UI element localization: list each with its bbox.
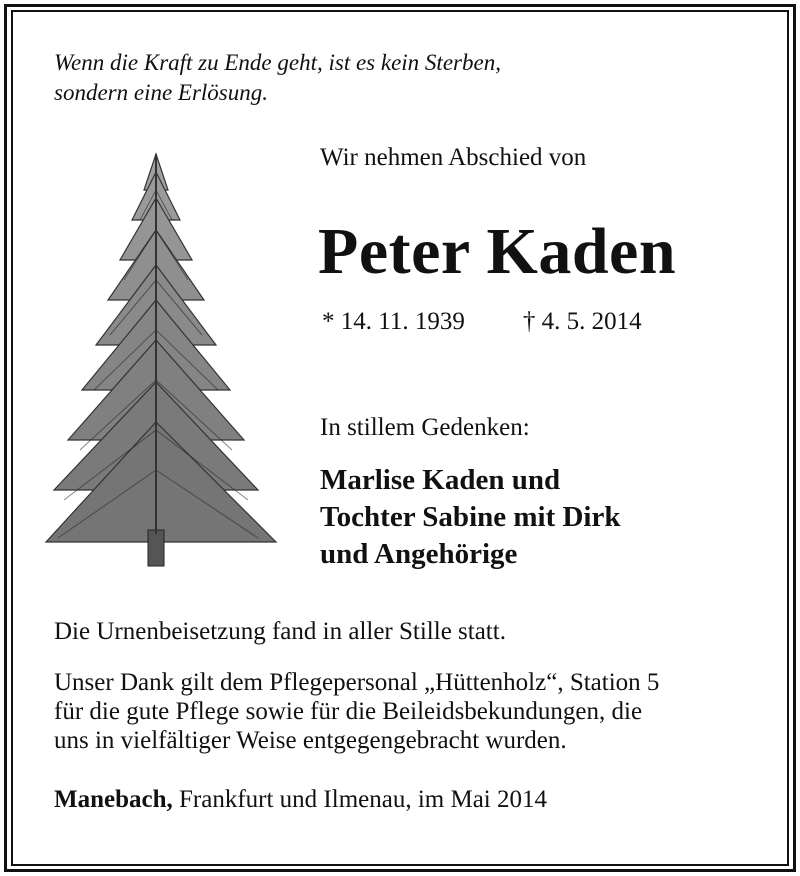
closing-place: Manebach, <box>54 786 173 813</box>
thanks-line: uns in vielfältiger Weise entgegengebracht wurden. <box>54 727 567 754</box>
thanks-line: Unser Dank gilt dem Pflegepersonal „Hüttenholz“, Station 5 <box>54 669 660 696</box>
quote-line-2: sondern eine Erlösung. <box>54 80 269 105</box>
birth-date: * 14. 11. 1939 <box>322 308 465 335</box>
closing-line <box>54 786 547 814</box>
life-dates <box>322 308 642 336</box>
thanks-line: für die gute Pflege sowie für die Beileidsbekundungen, die <box>54 698 643 725</box>
burial-note: Die Urnenbeisetzung fand in aller Stille statt. <box>54 618 506 645</box>
mourner-line: und Angehörige <box>320 538 518 570</box>
deceased-name: Peter Kaden <box>318 215 677 288</box>
mourner-line: Marlise Kaden und <box>320 464 561 496</box>
death-date: † 4. 5. 2014 <box>522 308 642 335</box>
memory-label: In stillem Gedenken: <box>320 414 530 441</box>
mourner-line: Tochter Sabine mit Dirk <box>320 501 621 533</box>
quote <box>54 48 501 108</box>
fir-tree-icon <box>44 150 288 570</box>
farewell-text: Wir nehmen Abschied von <box>320 144 587 171</box>
closing-rest: Frankfurt und Ilmenau, im Mai 2014 <box>172 786 547 813</box>
thanks-paragraph <box>54 668 659 755</box>
quote-line-1: Wenn die Kraft zu Ende geht, ist es kein Sterben, <box>54 50 501 75</box>
mourners-list <box>320 462 621 573</box>
